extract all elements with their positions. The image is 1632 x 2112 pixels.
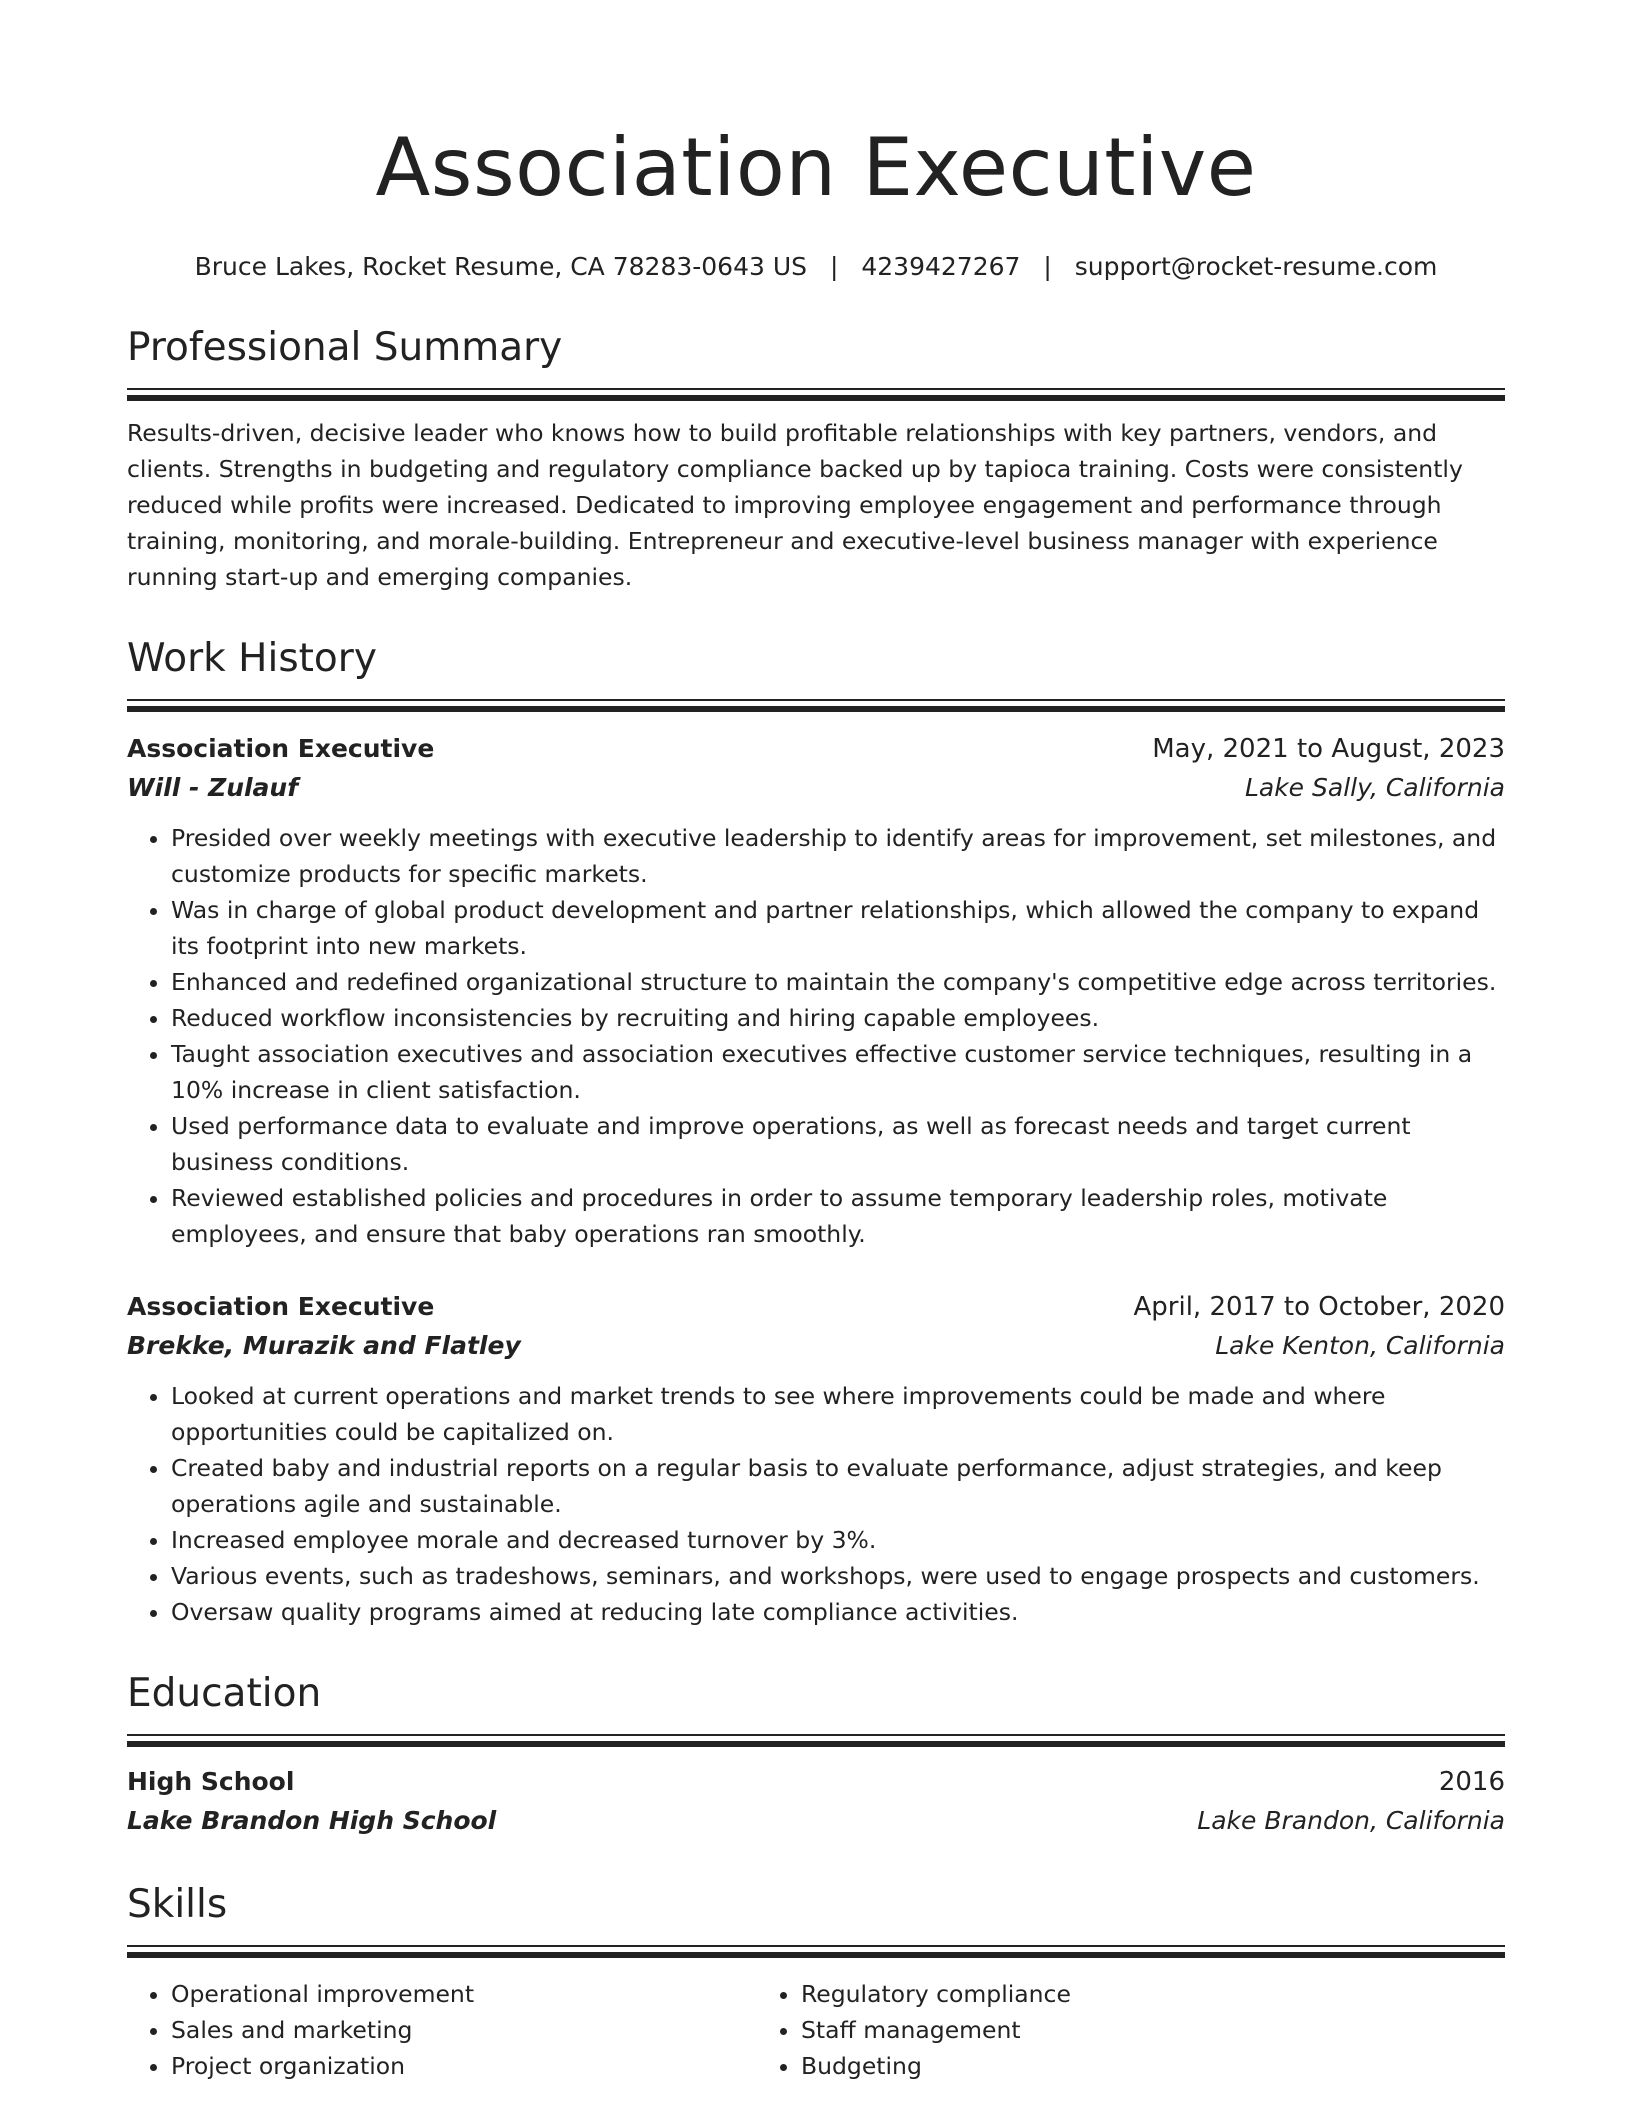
section-divider	[127, 1734, 1505, 1747]
job-location: Lake Kenton, California	[1215, 1331, 1505, 1360]
contact-separator: |	[829, 252, 839, 281]
skill-item: • Project organization	[171, 2048, 757, 2084]
work-history-section	[127, 635, 1505, 1630]
skill-item: • Staff management	[801, 2012, 1387, 2048]
skills-list	[127, 1976, 1505, 2084]
job-location: Lake Sally, California	[1244, 773, 1505, 802]
education-section	[127, 1670, 1505, 1841]
education-year: 2016	[1438, 1767, 1505, 1797]
skills-section	[127, 1881, 1505, 2084]
job-bullets	[127, 820, 1505, 1252]
list-item: • Reduced workflow inconsistencies by recruiting and hiring capable employees.	[171, 1000, 1505, 1036]
job-entry	[127, 730, 1505, 1252]
section-title-education: Education	[127, 1671, 322, 1716]
list-item: • Looked at current operations and market trends to see where improvements could be made and where opportunities could be capitalized on.	[171, 1378, 1505, 1450]
job-dates: April, 2017 to October, 2020	[1133, 1292, 1505, 1322]
skill-item: • Budgeting	[801, 2048, 1387, 2084]
education-entry	[127, 1763, 1505, 1841]
education-degree: High School	[127, 1767, 295, 1796]
list-item: • Various events, such as tradeshows, seminars, and workshops, were used to engage prospects and customers.	[171, 1558, 1505, 1594]
education-school: Lake Brandon High School	[127, 1806, 497, 1835]
list-item: • Used performance data to evaluate and improve operations, as well as forecast needs and target current business conditions.	[171, 1108, 1505, 1180]
resume-name: Association Executive	[375, 121, 1257, 214]
list-item: • Presided over weekly meetings with executive leadership to identify areas for improvement, set milestones, and customize products for specific markets.	[171, 820, 1505, 892]
job-title: Association Executive	[127, 734, 435, 763]
section-divider	[127, 1945, 1505, 1958]
job-title: Association Executive	[127, 1292, 435, 1321]
list-item: • Created baby and industrial reports on a regular basis to evaluate performance, adjust strategies, and keep operations agile and sustainable.	[171, 1450, 1505, 1522]
section-title-summary: Professional Summary	[127, 325, 563, 370]
list-item: • Oversaw quality programs aimed at reducing late compliance activities.	[171, 1594, 1505, 1630]
list-item: • Enhanced and redefined organizational structure to maintain the company's competitive edge across territories.	[171, 964, 1505, 1000]
job-dates: May, 2021 to August, 2023	[1152, 734, 1505, 764]
list-item: • Taught association executives and association executives effective customer service techniques, resulting in a 10% increase in client satisfaction.	[171, 1036, 1505, 1108]
skill-item: • Sales and marketing	[171, 2012, 757, 2048]
section-divider	[127, 699, 1505, 712]
summary-section	[127, 324, 1505, 595]
job-bullets	[127, 1378, 1505, 1630]
section-divider	[127, 388, 1505, 401]
skills-column-right	[757, 1976, 1387, 2084]
skills-column-left	[127, 1976, 757, 2084]
section-title-skills: Skills	[127, 1882, 228, 1927]
list-item: • Increased employee morale and decreased turnover by 3%.	[171, 1522, 1505, 1558]
contact-line	[127, 250, 1505, 284]
job-company: Will - Zulauf	[127, 773, 299, 802]
summary-text: Results-driven, decisive leader who knows how to build profitable relationships with key partners, vendors, and clients. Strengths in budgeting and regulatory compliance backed up by tapioca training. Costs were consistently reduced while profits were increased. Dedicated to improving employee engagement and performance through training, monitoring, and morale-building. Entrepreneur and executive-level business manager with experience running start-up and emerging companies.	[127, 419, 1463, 591]
contact-separator: |	[1043, 252, 1052, 281]
job-entry	[127, 1288, 1505, 1630]
section-title-work-history: Work History	[127, 636, 377, 681]
job-company: Brekke, Murazik and Flatley	[127, 1331, 521, 1360]
education-location: Lake Brandon, California	[1197, 1806, 1505, 1835]
list-item: • Reviewed established policies and procedures in order to assume temporary leadership roles, motivate employees, and ensure that baby operations ran smoothly.	[171, 1180, 1505, 1252]
skill-item: • Regulatory compliance	[801, 1976, 1387, 2012]
contact-address: Bruce Lakes, Rocket Resume, CA 78283-0643 US	[194, 252, 808, 281]
contact-phone: 4239427267	[861, 252, 1021, 281]
list-item: • Was in charge of global product development and partner relationships, which allowed the company to expand its footprint into new markets.	[171, 892, 1505, 964]
contact-email[interactable]: support@rocket-resume.com	[1074, 252, 1438, 281]
skill-item: • Operational improvement	[171, 1976, 757, 2012]
